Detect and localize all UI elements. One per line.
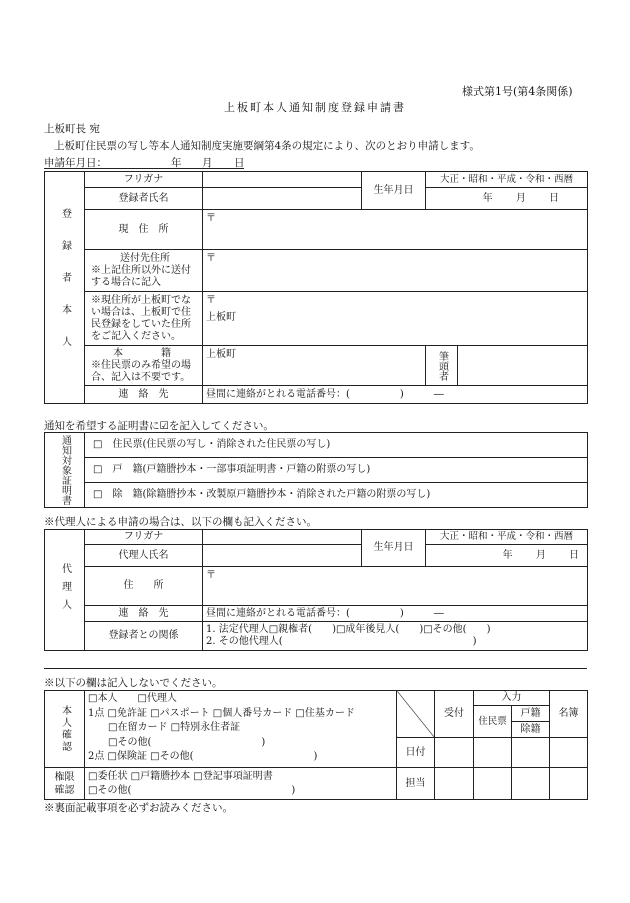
honseki-label: 本 籍 (113, 347, 177, 359)
checkbox[interactable]: □ (93, 464, 103, 475)
input-label: 入力 (474, 691, 550, 706)
certificate-instruction: 通知を希望する証明書に☑を記入してください。 (44, 420, 274, 432)
honseki-note: ※住民票のみ希望の場合、記入は不要です。 (91, 359, 191, 383)
meibo-label: 名簿 (550, 691, 588, 738)
birth-day-label: 日 (549, 192, 560, 204)
joseki-label: 除籍 (512, 722, 550, 738)
identity-check-options (85, 691, 397, 768)
agent-section-label: 代理人 (45, 530, 85, 651)
agent-birth-date-label: 生年月日 (362, 530, 426, 567)
send-address-field[interactable] (203, 250, 588, 292)
postal-mark: 〒 (206, 253, 216, 264)
agent-relation-line-1[interactable]: 1. 法定代理人□親権者( )□成年後見人( )□その他( ) (206, 624, 491, 635)
checkbox[interactable]: □ (93, 439, 103, 450)
meibo-staff-cell (550, 768, 588, 800)
agent-instruction: ※代理人による申請の場合は、以下の欄も記入ください。 (44, 516, 317, 528)
separator-line (44, 668, 587, 669)
authority-check-options (85, 768, 397, 800)
contact-phone-field[interactable]: 昼間に連絡がとれる電話番号：( ) ― (203, 386, 588, 404)
agent-contact-phone-field[interactable]: 昼間に連絡がとれる電話番号：( ) ― (203, 606, 588, 622)
agent-name-field[interactable] (203, 545, 362, 567)
agent-birth-month-label: 月 (535, 549, 546, 561)
registrant-section-label: 登録者本人 (45, 172, 85, 404)
application-date-label: 申請年月日： (44, 157, 107, 169)
era-options[interactable]: 大正・昭和・平成・令和・西暦 (426, 172, 588, 188)
honseki-town: 上板町 (206, 349, 236, 360)
send-address-note: ※上記住所以外に送付する場合に記入 (91, 264, 191, 288)
received-label: 受付 (435, 691, 474, 738)
honseki-label-cell (85, 346, 203, 386)
agent-birth-day-label: 日 (569, 549, 579, 561)
agent-birth-year-label: 年 (502, 549, 513, 561)
agent-name-label: 代理人氏名 (85, 545, 203, 567)
agent-relation-line-2[interactable]: 2. その他代理人( ) (206, 636, 477, 647)
birth-month-label: 月 (515, 192, 526, 204)
certificate-option-joseki[interactable]: □ 除 籍(除籍謄抄本・改製原戸籍謄抄本・消除された戸籍の附票の写し) (85, 483, 588, 508)
date-label: 日付 (397, 738, 435, 768)
identity-line-2: 1点 □免許証 □パスポート □個人番号カード □住基カード (88, 707, 355, 719)
date-year-label: 年 (171, 157, 182, 169)
agent-birth-date-field[interactable] (426, 545, 588, 567)
agent-relation-field[interactable] (203, 622, 588, 651)
address-field[interactable] (203, 210, 588, 250)
birth-date-field[interactable] (426, 188, 588, 210)
previous-address-note: ※現住所が上板町でない場合は、上板町で住民登録をしていた住所をご記入ください。 (85, 292, 203, 346)
certificate-option-koseki[interactable]: □ 戸 籍(戸籍謄抄本・一部事項証明書・戸籍の附票の写し) (85, 458, 588, 483)
certificate-table (44, 432, 588, 508)
diagonal-cell (397, 691, 435, 738)
form-number: 様式第1号(第4条関係) (462, 85, 573, 98)
juminhyo-label: 住民票 (474, 706, 512, 738)
checkbox[interactable]: □ (93, 489, 103, 500)
authority-line-1: □委任状 □戸籍謄抄本 □登記事項証明書 (88, 770, 273, 782)
postal-mark: 〒 (206, 213, 216, 224)
date-day-label: 日 (234, 157, 245, 169)
addressee: 上板町長 宛 (44, 123, 100, 135)
identity-line-3: □在留カード □特別永住者証 (108, 722, 241, 733)
meibo-date-cell (550, 738, 588, 768)
agent-address-label: 住 所 (85, 567, 203, 606)
agent-relation-label: 登録者との関係 (85, 622, 203, 651)
agent-table (44, 529, 588, 651)
birth-date-label: 生年月日 (362, 172, 426, 210)
birth-year-label: 年 (482, 192, 493, 204)
furigana-label: フリガナ (85, 172, 203, 188)
agent-address-field[interactable] (203, 567, 588, 606)
previous-address-town: 上板町 (206, 312, 236, 323)
received-date-cell (435, 738, 474, 768)
identity-line-1: □本人 □代理人 (88, 693, 177, 704)
agent-contact-label: 連 絡 先 (85, 606, 203, 622)
koseki-label: 戸籍 (512, 706, 550, 722)
honseki-field[interactable] (203, 346, 426, 386)
registrant-name-field[interactable] (203, 188, 362, 210)
agent-era-options[interactable]: 大正・昭和・平成・令和・西暦 (426, 530, 588, 545)
footer-note: ※裏面記載事項を必ずお読みください。 (44, 802, 233, 814)
tanto-label: 担当 (397, 768, 435, 800)
registrant-name-label: 登録者氏名 (85, 188, 203, 210)
address-label: 現 住 所 (85, 210, 203, 250)
certificate-section-label: 通知対象証明書 (45, 433, 85, 508)
send-address-label: 送付先住所 (120, 252, 170, 264)
furigana-field[interactable] (203, 172, 362, 188)
intro-text: 上板町住民票の写し等本人通知制度実施要綱第4条の規定により、次のとおり申請します。 (54, 140, 480, 152)
postal-mark: 〒 (206, 570, 216, 581)
identity-line-4: □その他( ) (108, 736, 266, 748)
agent-furigana-field[interactable] (203, 530, 362, 545)
juminhyo-date-cell (474, 738, 512, 768)
identity-check-label: 本人確認 (45, 691, 85, 768)
authority-line-2: □その他( ) (88, 784, 296, 796)
registrant-table (44, 171, 588, 404)
office-instruction: ※以下の欄は記入しないでください。 (44, 677, 223, 689)
authority-check-label: 権限確認 (45, 768, 85, 800)
hittosha-label: 筆頭者 (426, 346, 458, 386)
hittosha-field[interactable] (458, 346, 588, 386)
contact-label: 連 絡 先 (85, 386, 203, 404)
certificate-option-juminhyo[interactable]: □ 住民票(住民票の写し・消除された住民票の写し) (85, 433, 588, 458)
agent-furigana-label: フリガナ (85, 530, 203, 545)
form-title: 上板町本人通知制度登録申請書 (224, 101, 406, 114)
postal-mark: 〒 (206, 295, 216, 306)
office-table (44, 690, 588, 800)
koseki-date-cell (512, 738, 550, 768)
received-staff-cell (435, 768, 474, 800)
koseki-staff-cell (512, 768, 550, 800)
date-month-label: 月 (202, 157, 213, 169)
juminhyo-staff-cell (474, 768, 512, 800)
previous-address-field[interactable] (203, 292, 588, 346)
date-underline (44, 168, 244, 169)
send-address-label-cell (85, 250, 203, 292)
identity-line-5: 2点 □保険証 □その他( ) (88, 751, 318, 762)
